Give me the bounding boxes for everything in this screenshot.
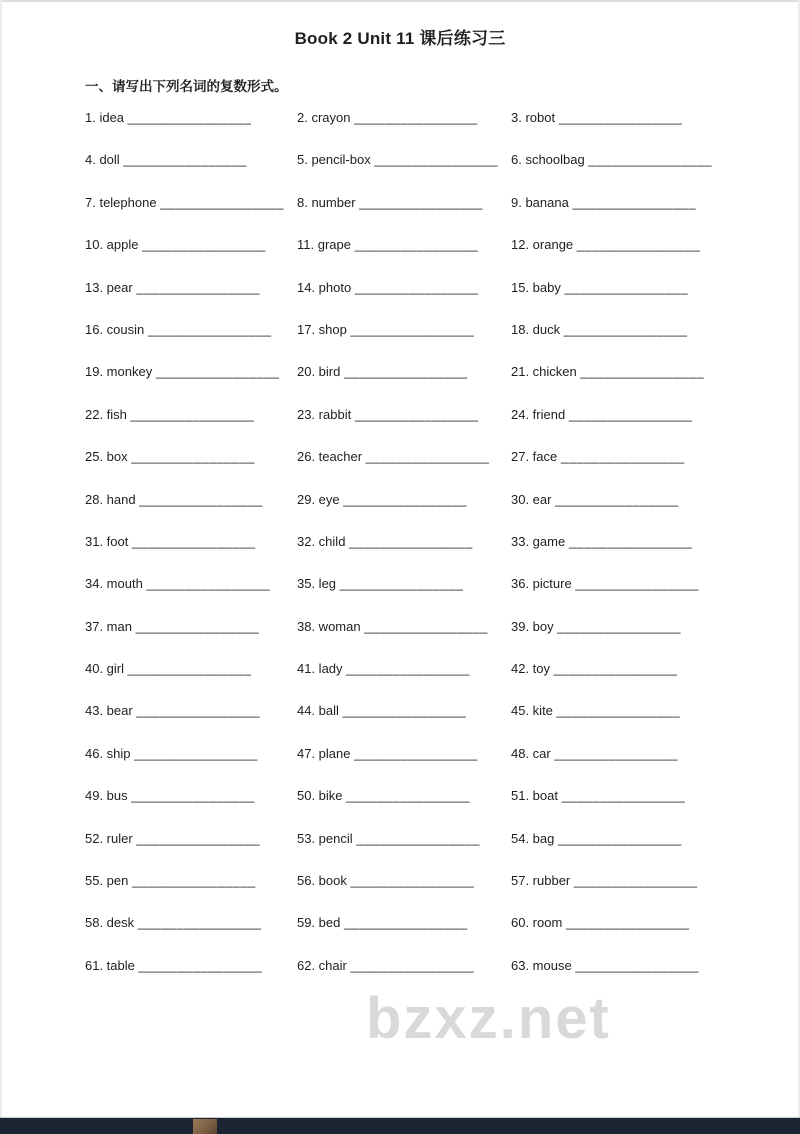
worksheet-item [297,907,511,930]
blank-line: ________________ [136,703,261,719]
blank-line: ________________ [155,364,280,380]
worksheet-item [85,823,297,846]
blank-line: ________________ [350,957,475,973]
blank-line: ________________ [568,533,693,549]
blank-line: ________________ [350,873,475,889]
item-label: 57. rubber [511,873,574,889]
item-label: 61. table [85,957,139,973]
worksheet-item [297,568,511,591]
worksheet-item [85,102,297,125]
blank-line: ________________ [137,915,262,931]
item-label: 22. fish [85,406,131,422]
blank-line: ________________ [132,873,256,889]
item-label: 29. eye [297,491,344,507]
blank-line: ________________ [557,618,681,634]
blank-line: ________________ [563,321,688,337]
blank-line: ________________ [354,110,478,125]
item-label: 11. grape [297,237,355,253]
item-label: 59. bed [297,915,344,931]
blank-line: ________________ [127,110,252,125]
worksheet-item [511,102,725,125]
worksheet-item [511,907,725,930]
item-label: 63. mouse [511,957,576,973]
item-label: 39. boy [511,618,558,634]
blank-line: ________________ [349,533,473,549]
worksheet-item [85,907,297,930]
blank-line: ________________ [127,661,252,677]
item-label: 4. doll [85,152,124,168]
blank-line: ________________ [138,957,263,973]
blank-line: ________________ [558,110,683,125]
blank-line: ________________ [560,449,685,465]
blank-line: ________________ [123,152,247,168]
worksheet-item [85,314,297,337]
blank-line: ________________ [339,576,464,592]
blank-line: ________________ [558,830,682,846]
blank-line: ________________ [146,576,271,592]
worksheet-item [297,187,511,210]
item-label: 49. bus [85,788,132,804]
worksheet-item [85,950,297,973]
item-label: 45. kite [511,703,557,719]
worksheet-item [511,823,725,846]
item-label: 2. crayon [297,110,355,125]
item-label: 56. book [297,873,351,889]
blank-line: ________________ [344,915,468,931]
worksheet-item [297,780,511,803]
item-label: 41. lady [297,661,347,677]
worksheet-item [85,526,297,549]
blank-line: ________________ [131,449,255,465]
worksheet-item [511,738,725,761]
item-label: 60. room [511,915,566,931]
page-top-edge [0,0,800,2]
page-thumbnail [193,1119,217,1134]
item-label: 24. friend [511,406,569,422]
worksheet-item [297,950,511,973]
worksheet-item [511,865,725,888]
item-label: 13. pear [85,279,137,295]
item-label: 47. plane [297,745,355,761]
item-label: 46. ship [85,745,135,761]
item-label: 3. robot [511,110,559,125]
item-label: 33. game [511,533,569,549]
item-label: 20. bird [297,364,344,380]
worksheet-item [85,653,297,676]
item-label: 50. bike [297,788,347,804]
blank-line: ________________ [575,957,700,973]
blank-line: ________________ [134,745,258,761]
blank-line: ________________ [575,576,700,592]
worksheet-item [297,272,511,295]
blank-line: ________________ [556,703,681,719]
worksheet-item [297,399,511,422]
worksheet-item [511,356,725,379]
worksheet-item [511,187,725,210]
worksheet-item [297,695,511,718]
item-label: 37. man [85,618,136,634]
page-title: Book 2 Unit 11 课后练习三 [294,29,506,48]
blank-line: ________________ [130,406,255,422]
worksheet-item [297,484,511,507]
item-label: 25. box [85,449,132,465]
worksheet-item [85,356,297,379]
blank-line: ________________ [565,915,690,931]
worksheet-item [297,653,511,676]
item-label: 42. toy [511,661,554,677]
worksheet-item [85,865,297,888]
worksheet-item [511,780,725,803]
blank-line: ________________ [346,661,470,677]
item-label: 19. monkey [85,364,156,380]
worksheet-item [297,738,511,761]
bottom-bar [0,1117,800,1134]
blank-line: ________________ [354,406,479,422]
worksheet-item [85,568,297,591]
worksheet-item [511,441,725,464]
worksheet-item [511,568,725,591]
worksheet-item [297,441,511,464]
worksheet-item [511,653,725,676]
item-label: 7. telephone [85,194,161,210]
blank-line: ________________ [359,194,483,210]
worksheet-item [511,484,725,507]
worksheet-item [297,865,511,888]
item-label: 14. photo [297,279,355,295]
item-label: 58. desk [85,915,138,931]
blank-line: ________________ [342,703,467,719]
blank-line: ________________ [356,830,480,846]
blank-line: ________________ [142,237,266,253]
blank-line: ________________ [568,406,693,422]
blank-line: ________________ [588,152,713,168]
worksheet-item [297,611,511,634]
blank-line: ________________ [553,661,678,677]
item-label: 8. number [297,194,360,210]
item-label: 27. face [511,449,561,465]
item-label: 18. duck [511,321,564,337]
blank-line: ________________ [131,533,256,549]
item-label: 15. baby [511,279,565,295]
worksheet-item [511,399,725,422]
item-label: 12. orange [511,237,577,253]
blank-line: ________________ [139,491,263,507]
item-label: 51. boat [511,788,562,804]
worksheet-item [297,823,511,846]
worksheet-item [297,144,511,167]
item-label: 23. rabbit [297,406,355,422]
blank-line: ________________ [555,491,679,507]
blank-line: ________________ [374,152,499,168]
worksheet-item [85,399,297,422]
item-label: 35. leg [297,576,340,592]
worksheet-item [85,144,297,167]
item-label: 5. pencil-box [297,152,375,168]
blank-line: ________________ [136,279,261,295]
item-label: 26. teacher [297,449,366,465]
item-label: 1. idea [85,110,128,125]
worksheet-item [297,229,511,252]
blank-line: ________________ [564,279,689,295]
worksheet-item [85,738,297,761]
item-label: 21. chicken [511,364,581,380]
blank-line: ________________ [160,194,284,210]
worksheet-item [297,356,511,379]
item-label: 34. mouth [85,576,147,592]
worksheet-item [85,229,297,252]
blank-line: ________________ [554,745,679,761]
item-label: 54. bag [511,830,558,846]
blank-line: ________________ [354,279,479,295]
worksheet-item [85,611,297,634]
worksheet-item [85,272,297,295]
blank-line: ________________ [135,618,260,634]
item-label: 55. pen [85,873,132,889]
worksheet-item [511,272,725,295]
worksheet-item [85,484,297,507]
item-label: 17. shop [297,321,351,337]
blank-line: ________________ [350,321,475,337]
blank-line: ________________ [580,364,705,380]
worksheet-item [511,314,725,337]
worksheet-item [85,695,297,718]
worksheet-item [297,102,511,125]
worksheet-item [511,695,725,718]
worksheet-item [511,526,725,549]
item-label: 32. child [297,533,350,549]
worksheet-item [511,229,725,252]
item-label: 10. apple [85,237,143,253]
worksheet-item [511,950,725,973]
item-label: 44. ball [297,703,343,719]
item-label: 48. car [511,745,555,761]
worksheet-item [85,187,297,210]
item-label: 40. girl [85,661,128,677]
blank-line: ________________ [343,491,467,507]
item-label: 52. ruler [85,830,137,846]
blank-line: ________________ [572,194,697,210]
blank-line: ________________ [147,321,272,337]
worksheet-item [297,314,511,337]
item-label: 31. foot [85,533,132,549]
blank-line: ________________ [573,873,698,889]
item-label: 38. woman [297,618,365,634]
section-heading: 一、请写出下列名词的复数形式。 [85,79,288,94]
item-label: 9. banana [511,194,573,210]
item-label: 53. pencil [297,830,357,846]
worksheet-item [511,144,725,167]
blank-line: ________________ [131,788,255,804]
worksheet-item [511,611,725,634]
item-label: 30. ear [511,491,556,507]
blank-line: ________________ [343,364,468,380]
item-label: 36. picture [511,576,576,592]
blank-line: ________________ [346,788,470,804]
worksheet-item [85,780,297,803]
item-label: 6. schoolbag [511,152,589,168]
worksheet-item [297,526,511,549]
blank-line: ________________ [136,830,260,846]
item-label: 16. cousin [85,321,148,337]
watermark: bzxz.net [366,986,611,1051]
item-label: 62. chair [297,957,351,973]
item-label: 28. hand [85,491,140,507]
blank-line: ________________ [561,788,686,804]
blank-line: ________________ [576,237,701,253]
blank-line: ________________ [354,745,478,761]
worksheet-item [85,441,297,464]
blank-line: ________________ [364,618,488,634]
item-label: 43. bear [85,703,137,719]
blank-line: ________________ [354,237,479,253]
page-left-edge [0,0,2,1134]
worksheet-grid [85,102,725,992]
blank-line: ________________ [365,449,490,465]
